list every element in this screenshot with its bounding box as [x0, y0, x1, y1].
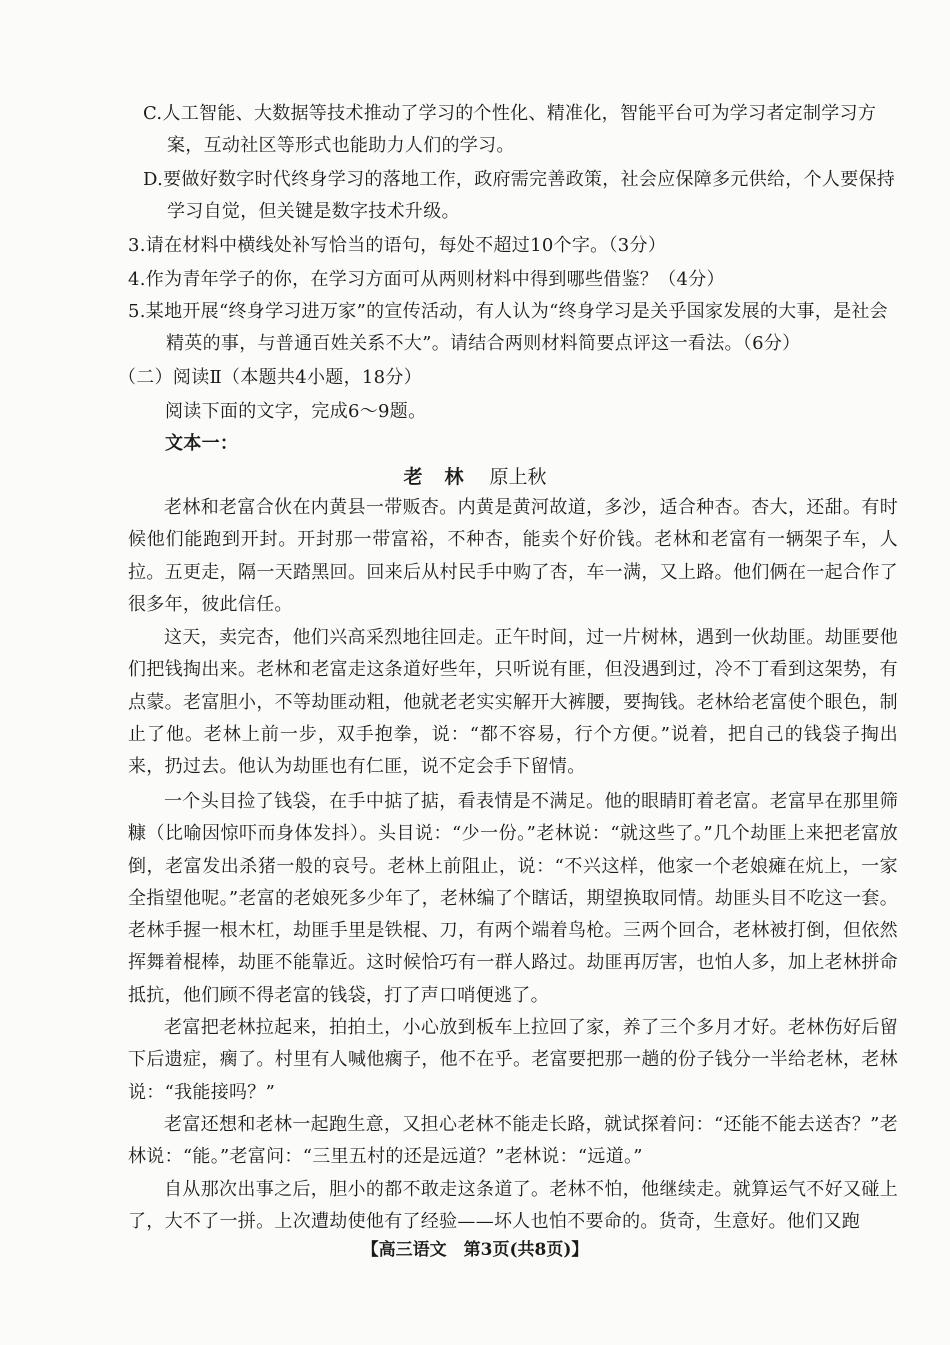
story-paragraph-5: 老富还想和老林一起跑生意，又担心老林不能走长路，就试探着问：“还能不能去送杏？”老林说：“能。”老富问：“三里五村的还是远道？”老林说：“远道。” — [128, 1114, 898, 1168]
text-label: 文本一： — [165, 433, 239, 454]
story-paragraph-1: 老林和老富合伙在内黄县一带贩杏。内黄是黄河故道，多沙，适合种杏。杏大，还甜。有时候他们能跑到开封。开封那一带富裕，不种杏，能卖个好价钱。老林和老富有一辆架子车，人拉。五更走，隔一天踏黑回。回来后从村民手中购了杏，车一满，又上路。他们俩在一起合作了很多年，彼此信任。 — [128, 497, 898, 615]
option-d: D.要做好数字时代终身学习的落地工作，政府需完善政策，社会应保障多元供给，个人要保持学习自觉，但关键是数字技术升级。 — [143, 169, 896, 222]
question-5 — [128, 296, 898, 360]
question-3: 3.请在材料中横线处补写恰当的语句，每处不超过10个字。（3分） — [128, 235, 667, 256]
story-paragraph-3: 一个头目捡了钱袋，在手中掂了掂，看表情是不满足。他的眼睛盯着老富。老富早在那里筛糠（比喻因惊吓而身体发抖）。头目说：“少一份。”老林说：“就这些了。”几个劫匪上来把老富放倒，老富发出杀猪一般的哀号。老林上前阻止，说：“不兴这样，他家一个老娘瘫在炕上，一家全指望他呢。”老富的老娘死多少年了，老林编了个瞎话，期望换取同情。劫匪头目不吃这一套。老林手握一根木杠，劫匪手里是铁棍、刀，有两个端着鸟枪。三两个回合，老林被打倒，但依然挥舞着棍棒，劫匪不能靠近。这时候恰巧有一群人路过。劫匪再厉害，也怕人多，加上老林拼命抵抗，他们顾不得老富的钱袋，打了声口哨便逃了。 — [128, 791, 898, 1006]
story-paragraph-6: 自从那次出事之后，胆小的都不敢走这条道了。老林不怕，他继续走。就算运气不好又碰上了，大不了一拼。上次遭劫使他有了经验——坏人也怕不要命的。货奇，生意好。他们又跑 — [128, 1179, 898, 1233]
question-5-text: 5.某地开展“终身学习进万家”的宣传活动，有人认为“终身学习是关乎国家发展的大事，是社会精英的事，与普通百姓关系不大”。请结合两则材料简要点评这一看法。（6分） — [128, 301, 888, 354]
story-title-line — [0, 462, 950, 492]
question-4: 4.作为青年学子的你，在学习方面可从两则材料中得到哪些借鉴？（4分） — [128, 269, 725, 290]
story-title: 老林 — [403, 466, 486, 488]
option-c: C.人工智能、大数据等技术推动了学习的个性化、精准化，智能平台可为学习者定制学习方案，互动社区等形式也能助力人们的学习。 — [143, 103, 877, 156]
section-heading: （二）阅读Ⅱ（本题共4小题，18分） — [118, 367, 422, 388]
story-paragraph-2: 这天，卖完杏，他们兴高采烈地往回走。正午时间，过一片树林，遇到一伙劫匪。劫匪要他们把钱掏出来。老林和老富走这条道好些年，只听说有匪，但没遇到过，冷不丁看到这架势，有点蒙。老富胆小，不等劫匪动粗，他就老老实实解开大裤腰，要掏钱。老林给老富使个眼色，制止了他。老林上前一步，双手抱拳，说：“都不容易，行个方便。”说着，把自己的钱袋子掏出来，扔过去。他认为劫匪也有仁匪，说不定会手下留情。 — [128, 627, 898, 778]
story-author: 原上秋 — [489, 466, 547, 488]
section-instruction: 阅读下面的文字，完成6～9题。 — [165, 401, 427, 422]
story-paragraph-4: 老富把老林拉起来，拍拍土，小心放到板车上拉回了家，养了三个多月才好。老林伤好后留下后遗症，瘸了。村里有人喊他瘸子，他不在乎。老富要把那一趟的份子钱分一半给老林，老林说：“我能接吗？” — [128, 1017, 898, 1103]
page-footer: 【高三语文 第3页(共8页)】 — [361, 1240, 589, 1260]
